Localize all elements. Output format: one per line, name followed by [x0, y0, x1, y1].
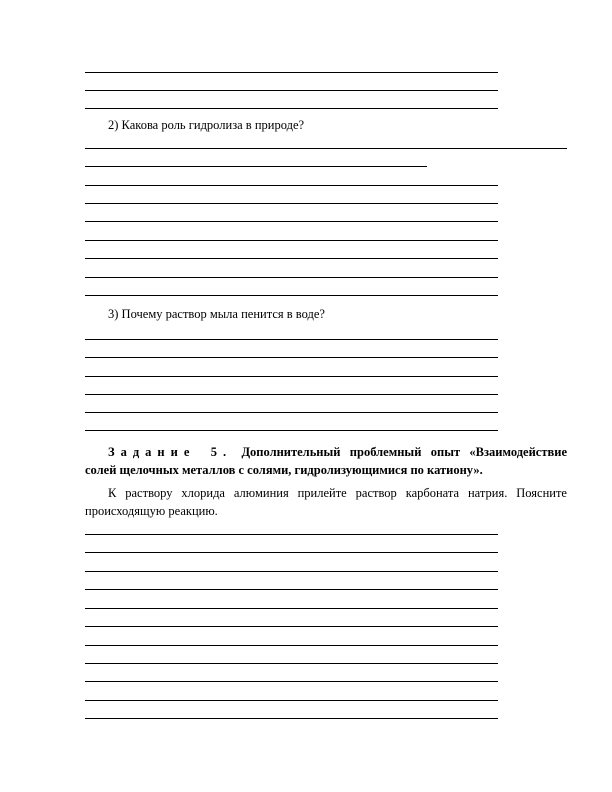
answer-line: [85, 90, 498, 91]
answer-line: [85, 221, 498, 222]
answer-line: [85, 185, 498, 186]
answer-line: [85, 258, 498, 259]
task-5-label: Задание 5.: [108, 445, 233, 459]
answer-line: [85, 589, 498, 590]
question-2: 2) Какова роль гидролиза в природе?: [108, 118, 305, 132]
answer-line: [85, 72, 498, 73]
answer-line: [85, 108, 498, 109]
answer-line: [85, 681, 498, 682]
answer-line: [85, 394, 498, 395]
answer-line: [85, 571, 498, 572]
task-5-heading: [85, 443, 567, 479]
answer-line: [85, 148, 567, 149]
answer-line: [85, 626, 498, 627]
answer-line: [85, 700, 498, 701]
answer-line: [85, 608, 498, 609]
task-5-title: Дополнительный проблемный опыт «Взаимодействие солей щелочных металлов с солями, гидролизующимися по катиону».: [85, 445, 567, 477]
answer-line: [85, 240, 498, 241]
answer-line: [85, 718, 498, 719]
answer-line: [85, 534, 498, 535]
answer-line: [85, 277, 498, 278]
answer-line: [85, 552, 498, 553]
answer-line: [85, 663, 498, 664]
answer-line: [85, 645, 498, 646]
question-3: 3) Почему раствор мыла пенится в воде?: [108, 307, 325, 321]
answer-line: [85, 166, 427, 167]
answer-line: [85, 357, 498, 358]
answer-line: [85, 376, 498, 377]
answer-line: [85, 430, 498, 431]
answer-line: [85, 412, 498, 413]
answer-line: [85, 339, 498, 340]
answer-line: [85, 295, 498, 296]
answer-line: [85, 203, 498, 204]
task-5-instruction: К раствору хлорида алюминия прилейте раствор карбоната натрия. Поясните происходящую реакцию.: [85, 486, 567, 518]
